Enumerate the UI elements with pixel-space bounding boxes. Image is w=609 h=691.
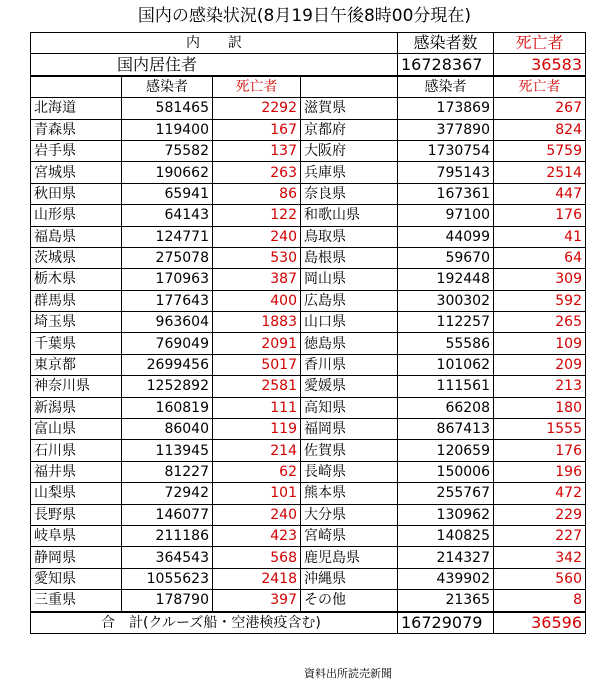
deaths-left: 214 xyxy=(213,440,301,461)
cases-right: 21365 xyxy=(398,590,494,612)
cases-left: 769049 xyxy=(122,333,213,354)
cases-right: 867413 xyxy=(398,419,494,440)
deaths-right: 213 xyxy=(494,376,586,397)
pref-name-left: 福井県 xyxy=(31,461,122,482)
cases-right: 439902 xyxy=(398,568,494,589)
table-row xyxy=(31,354,586,375)
table-row xyxy=(31,162,586,183)
pref-name-left: 栃木県 xyxy=(31,269,122,290)
deaths-right: 229 xyxy=(494,504,586,525)
deaths-right: 176 xyxy=(494,205,586,226)
page-title: 国内の感染状況(8月19日午後8時00分現在) xyxy=(137,6,472,26)
pref-name-right: 和歌山県 xyxy=(301,205,398,226)
cases-right: 101062 xyxy=(398,354,494,375)
deaths-left: 2292 xyxy=(213,98,301,119)
deaths-left: 423 xyxy=(213,525,301,546)
deaths-right: 472 xyxy=(494,483,586,504)
pref-name-left: 岩手県 xyxy=(31,140,122,161)
deaths-left: 240 xyxy=(213,226,301,247)
pref-name-left: 群馬県 xyxy=(31,290,122,311)
deaths-right: 209 xyxy=(494,354,586,375)
pref-name-right: 宮崎県 xyxy=(301,525,398,546)
empty-header-cell xyxy=(31,76,122,98)
pref-name-right: 大阪府 xyxy=(301,140,398,161)
cases-left: 1252892 xyxy=(122,376,213,397)
table-row xyxy=(31,140,586,161)
deaths-left: 101 xyxy=(213,483,301,504)
deaths-left: 568 xyxy=(213,547,301,568)
pref-name-right: 高知県 xyxy=(301,397,398,418)
pref-name-left: 三重県 xyxy=(31,590,122,612)
col-deaths-left: 死亡者 xyxy=(213,76,301,98)
total-label: 合 計(クルーズ船・空港検疫含む) xyxy=(31,612,398,634)
deaths-right: 342 xyxy=(494,547,586,568)
cases-left: 113945 xyxy=(122,440,213,461)
pref-name-right: 岡山県 xyxy=(301,269,398,290)
cases-left: 75582 xyxy=(122,140,213,161)
pref-name-left: 石川県 xyxy=(31,440,122,461)
table-body xyxy=(31,33,586,634)
pref-name-right: 兵庫県 xyxy=(301,162,398,183)
cases-left: 2699456 xyxy=(122,354,213,375)
deaths-right: 109 xyxy=(494,333,586,354)
total-row xyxy=(31,612,586,634)
deaths-right: 196 xyxy=(494,461,586,482)
table-row xyxy=(31,461,586,482)
deaths-left: 167 xyxy=(213,119,301,140)
table-row xyxy=(31,568,586,589)
pref-name-left: 千葉県 xyxy=(31,333,122,354)
pref-name-left: 山梨県 xyxy=(31,483,122,504)
cases-right: 173869 xyxy=(398,98,494,119)
table-row xyxy=(31,483,586,504)
deaths-right: 227 xyxy=(494,525,586,546)
pref-name-right: 奈良県 xyxy=(301,183,398,204)
deaths-right: 176 xyxy=(494,440,586,461)
deaths-left: 111 xyxy=(213,397,301,418)
cases-left: 86040 xyxy=(122,419,213,440)
cases-left: 124771 xyxy=(122,226,213,247)
pref-name-left: 青森県 xyxy=(31,119,122,140)
pref-name-right: 香川県 xyxy=(301,354,398,375)
deaths-right: 2514 xyxy=(494,162,586,183)
col-cases-left: 感染者 xyxy=(122,76,213,98)
table-row xyxy=(31,376,586,397)
residents-cases: 16728367 xyxy=(398,54,494,76)
deaths-right: 265 xyxy=(494,312,586,333)
deaths-right: 824 xyxy=(494,119,586,140)
empty-header-cell xyxy=(301,76,398,98)
cases-right: 59670 xyxy=(398,247,494,268)
pref-name-left: 山形県 xyxy=(31,205,122,226)
deaths-left: 122 xyxy=(213,205,301,226)
table-row xyxy=(31,312,586,333)
table-row xyxy=(31,205,586,226)
pref-name-left: 岐阜県 xyxy=(31,525,122,546)
residents-row xyxy=(31,54,586,76)
total-deaths: 36596 xyxy=(494,612,586,634)
infection-table xyxy=(30,32,586,634)
deaths-left: 2418 xyxy=(213,568,301,589)
cases-left: 146077 xyxy=(122,504,213,525)
pref-name-left: 長野県 xyxy=(31,504,122,525)
cases-left: 170963 xyxy=(122,269,213,290)
deaths-left: 2091 xyxy=(213,333,301,354)
table-row xyxy=(31,419,586,440)
table-row xyxy=(31,547,586,568)
cases-left: 581465 xyxy=(122,98,213,119)
pref-name-left: 富山県 xyxy=(31,419,122,440)
deaths-left: 397 xyxy=(213,590,301,612)
cases-right: 377890 xyxy=(398,119,494,140)
deaths-right: 180 xyxy=(494,397,586,418)
deaths-right: 560 xyxy=(494,568,586,589)
pref-name-left: 茨城県 xyxy=(31,247,122,268)
cases-left: 211186 xyxy=(122,525,213,546)
total-cases: 16729079 xyxy=(398,612,494,634)
pref-name-right: 滋賀県 xyxy=(301,98,398,119)
pref-name-left: 宮城県 xyxy=(31,162,122,183)
cases-right: 120659 xyxy=(398,440,494,461)
column-header-row xyxy=(31,76,586,98)
cases-left: 364543 xyxy=(122,547,213,568)
deaths-right: 64 xyxy=(494,247,586,268)
table-row xyxy=(31,397,586,418)
residents-label: 国内居住者 xyxy=(31,54,398,76)
cases-right: 130962 xyxy=(398,504,494,525)
deaths-right: 447 xyxy=(494,183,586,204)
cases-left: 72942 xyxy=(122,483,213,504)
deaths-left: 2581 xyxy=(213,376,301,397)
table-row xyxy=(31,440,586,461)
cases-left: 119400 xyxy=(122,119,213,140)
deaths-left: 263 xyxy=(213,162,301,183)
pref-name-right: 福岡県 xyxy=(301,419,398,440)
deaths-left: 387 xyxy=(213,269,301,290)
cases-right: 55586 xyxy=(398,333,494,354)
deaths-right: 309 xyxy=(494,269,586,290)
col-deaths-right: 死亡者 xyxy=(494,76,586,98)
cases-left: 275078 xyxy=(122,247,213,268)
table-row xyxy=(31,290,586,311)
cases-header: 感染者数 xyxy=(398,33,494,54)
pref-name-right: 鹿児島県 xyxy=(301,547,398,568)
pref-name-right: 長崎県 xyxy=(301,461,398,482)
deaths-right: 5759 xyxy=(494,140,586,161)
table-row xyxy=(31,119,586,140)
deaths-right: 1555 xyxy=(494,419,586,440)
table-row xyxy=(31,504,586,525)
table-row xyxy=(31,98,586,119)
cases-left: 178790 xyxy=(122,590,213,612)
pref-name-left: 神奈川県 xyxy=(31,376,122,397)
deaths-left: 86 xyxy=(213,183,301,204)
deaths-left: 530 xyxy=(213,247,301,268)
deaths-left: 5017 xyxy=(213,354,301,375)
cases-right: 167361 xyxy=(398,183,494,204)
deaths-header: 死亡者 xyxy=(494,33,586,54)
deaths-left: 137 xyxy=(213,140,301,161)
pref-name-right: 愛媛県 xyxy=(301,376,398,397)
pref-name-left: 新潟県 xyxy=(31,397,122,418)
cases-left: 190662 xyxy=(122,162,213,183)
source-note: 資料出所読売新聞 xyxy=(304,667,392,680)
table-row xyxy=(31,333,586,354)
pref-name-right: 熊本県 xyxy=(301,483,398,504)
deaths-left: 119 xyxy=(213,419,301,440)
deaths-right: 8 xyxy=(494,590,586,612)
cases-right: 150006 xyxy=(398,461,494,482)
pref-name-right: 大分県 xyxy=(301,504,398,525)
table-row xyxy=(31,269,586,290)
pref-name-right: 京都府 xyxy=(301,119,398,140)
cases-left: 963604 xyxy=(122,312,213,333)
pref-name-left: 秋田県 xyxy=(31,183,122,204)
cases-right: 1730754 xyxy=(398,140,494,161)
deaths-right: 41 xyxy=(494,226,586,247)
cases-right: 97100 xyxy=(398,205,494,226)
cases-left: 1055623 xyxy=(122,568,213,589)
col-cases-right: 感染者 xyxy=(398,76,494,98)
cases-left: 160819 xyxy=(122,397,213,418)
pref-name-right: 島根県 xyxy=(301,247,398,268)
cases-right: 44099 xyxy=(398,226,494,247)
pref-name-right: 沖縄県 xyxy=(301,568,398,589)
pref-name-left: 東京都 xyxy=(31,354,122,375)
header-row xyxy=(31,33,586,54)
cases-right: 112257 xyxy=(398,312,494,333)
deaths-right: 592 xyxy=(494,290,586,311)
pref-name-right: 広島県 xyxy=(301,290,398,311)
cases-right: 111561 xyxy=(398,376,494,397)
cases-left: 64143 xyxy=(122,205,213,226)
cases-right: 214327 xyxy=(398,547,494,568)
cases-right: 140825 xyxy=(398,525,494,546)
table-row xyxy=(31,525,586,546)
table-row xyxy=(31,590,586,612)
deaths-left: 400 xyxy=(213,290,301,311)
pref-name-right: 山口県 xyxy=(301,312,398,333)
pref-name-right: その他 xyxy=(301,590,398,612)
table-row xyxy=(31,226,586,247)
pref-name-left: 静岡県 xyxy=(31,547,122,568)
pref-name-left: 北海道 xyxy=(31,98,122,119)
cases-right: 66208 xyxy=(398,397,494,418)
pref-name-right: 佐賀県 xyxy=(301,440,398,461)
pref-name-right: 徳島県 xyxy=(301,333,398,354)
breakdown-header: 内 訳 xyxy=(31,33,398,54)
table-row xyxy=(31,247,586,268)
cases-right: 795143 xyxy=(398,162,494,183)
pref-name-left: 福島県 xyxy=(31,226,122,247)
pref-name-right: 鳥取県 xyxy=(301,226,398,247)
deaths-left: 62 xyxy=(213,461,301,482)
cases-left: 65941 xyxy=(122,183,213,204)
deaths-left: 1883 xyxy=(213,312,301,333)
cases-right: 255767 xyxy=(398,483,494,504)
pref-name-left: 埼玉県 xyxy=(31,312,122,333)
deaths-left: 240 xyxy=(213,504,301,525)
pref-name-left: 愛知県 xyxy=(31,568,122,589)
table-row xyxy=(31,183,586,204)
cases-right: 192448 xyxy=(398,269,494,290)
cases-left: 177643 xyxy=(122,290,213,311)
deaths-right: 267 xyxy=(494,98,586,119)
residents-deaths: 36583 xyxy=(494,54,586,76)
cases-right: 300302 xyxy=(398,290,494,311)
cases-left: 81227 xyxy=(122,461,213,482)
